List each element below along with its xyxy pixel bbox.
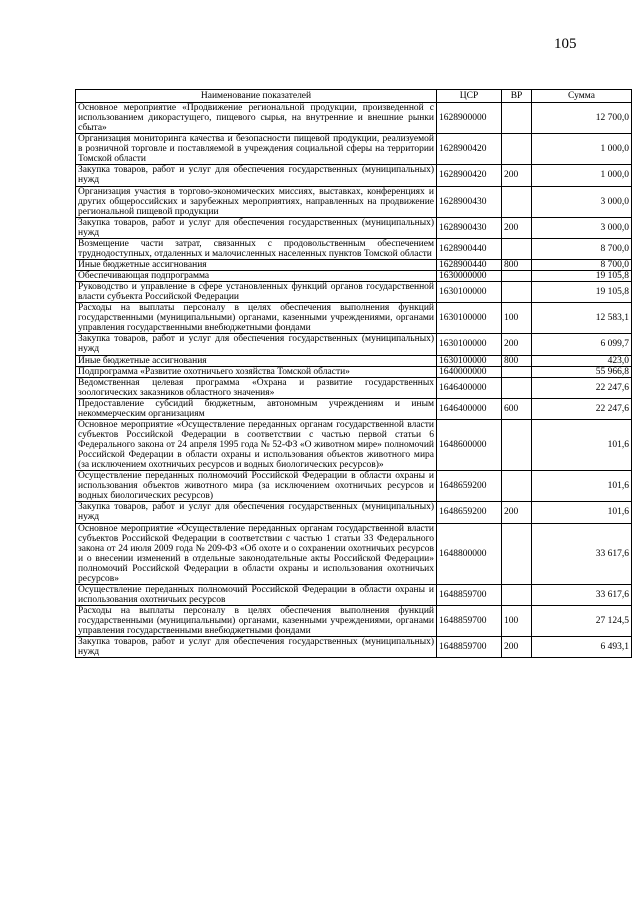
row-sum-cell: 8 700,0 (532, 259, 632, 270)
row-csr-cell: 1648859700 (437, 584, 502, 605)
row-sum-cell: 27 124,5 (532, 606, 632, 637)
row-csr-cell: 1640000000 (437, 366, 502, 377)
row-vr-cell (502, 523, 532, 584)
table-row (76, 271, 632, 282)
row-csr-cell: 1628900440 (437, 259, 502, 270)
row-name-cell: Расходы на выплаты персоналу в целях обеспечения выполнения функций государственными (муниципальными) органами, казенными учреждениями, органами управления государственными внебюджетными фондами (76, 303, 437, 334)
row-sum-cell: 12 700,0 (532, 103, 632, 134)
row-sum-cell: 55 966,8 (532, 366, 632, 377)
row-csr-cell: 1628900420 (437, 165, 502, 186)
row-name-cell: Закупка товаров, работ и услуг для обеспечения государственных (муниципальных) нужд (76, 217, 437, 238)
row-sum-cell: 8 700,0 (532, 238, 632, 259)
table-row (76, 103, 632, 134)
row-name-cell: Закупка товаров, работ и услуг для обеспечения государственных (муниципальных) нужд (76, 165, 437, 186)
table-row (76, 134, 632, 165)
row-csr-cell: 1648800000 (437, 523, 502, 584)
row-csr-cell: 1630100000 (437, 303, 502, 334)
table-row (76, 471, 632, 502)
row-vr-cell (502, 471, 532, 502)
row-sum-cell: 22 247,6 (532, 377, 632, 398)
table-row (76, 523, 632, 584)
row-csr-cell: 1648859700 (437, 637, 502, 658)
table-row (76, 334, 632, 355)
row-vr-cell: 200 (502, 165, 532, 186)
table-row (76, 165, 632, 186)
row-vr-cell: 200 (502, 334, 532, 355)
row-name-cell: Закупка товаров, работ и услуг для обеспечения государственных (муниципальных) нужд (76, 502, 437, 523)
row-vr-cell: 100 (502, 303, 532, 334)
table-row (76, 398, 632, 419)
table-row (76, 355, 632, 366)
row-name-cell: Осуществление переданных полномочий Российской Федерации в области охраны и использования объектов животного мира (за исключением охотничьих ресурсов и водных биологических ресурсов) (76, 471, 437, 502)
row-name-cell: Предоставление субсидий бюджетным, автономным учреждениям и иным некоммерческим организациям (76, 398, 437, 419)
row-name-cell: Основное мероприятие «Осуществление переданных органам государственной власти субъектов Российской Федерации в соответствии с частью первой статьи 6 Федерального закона от 24 апреля 1995 года № 52-ФЗ «О животном мире» полномочий Российской Федерации в области охраны и использования объектов животного мира (за исключением охотничьих ресурсов и водных биологических ресурсов)» (76, 419, 437, 470)
row-vr-cell: 600 (502, 398, 532, 419)
row-csr-cell: 1628900430 (437, 217, 502, 238)
row-vr-cell (502, 134, 532, 165)
row-sum-cell: 101,6 (532, 471, 632, 502)
row-sum-cell: 33 617,6 (532, 523, 632, 584)
row-csr-cell: 1648659200 (437, 471, 502, 502)
row-csr-cell: 1646400000 (437, 398, 502, 419)
row-sum-cell: 22 247,6 (532, 398, 632, 419)
row-vr-cell: 800 (502, 259, 532, 270)
row-csr-cell: 1630000000 (437, 271, 502, 282)
row-sum-cell: 19 105,8 (532, 271, 632, 282)
table-body (76, 103, 632, 658)
row-sum-cell: 101,6 (532, 502, 632, 523)
table-row (76, 419, 632, 470)
row-csr-cell: 1646400000 (437, 377, 502, 398)
row-sum-cell: 1 000,0 (532, 165, 632, 186)
row-vr-cell (502, 238, 532, 259)
table-header-row (76, 90, 632, 103)
row-csr-cell: 1648659200 (437, 502, 502, 523)
row-name-cell: Осуществление переданных полномочий Российской Федерации в области охраны и использования охотничьих ресурсов (76, 584, 437, 605)
row-csr-cell: 1630100000 (437, 334, 502, 355)
row-name-cell: Ведомственная целевая программа «Охрана и развитие государственных зоологических заказников областного значения» (76, 377, 437, 398)
row-vr-cell (502, 419, 532, 470)
table-row (76, 238, 632, 259)
row-vr-cell (502, 103, 532, 134)
row-csr-cell: 1630100000 (437, 355, 502, 366)
row-sum-cell: 33 617,6 (532, 584, 632, 605)
row-csr-cell: 1630100000 (437, 282, 502, 303)
table-row (76, 303, 632, 334)
row-sum-cell: 3 000,0 (532, 217, 632, 238)
table-row (76, 217, 632, 238)
row-vr-cell (502, 271, 532, 282)
row-vr-cell (502, 584, 532, 605)
row-vr-cell (502, 366, 532, 377)
row-csr-cell: 1628900440 (437, 238, 502, 259)
row-name-cell: Основное мероприятие «Осуществление переданных органам государственной власти субъектов Российской Федерации в соответствии с частью 1 статьи 33 Федерального закона от 24 июля 2009 года № 209-ФЗ «Об охоте и о сохранении охотничьих ресурсов и о внесении изменений в отдельные законодательные акты Российской Федерации» полномочий Российской Федерации в области охраны и использования охотничьих ресурсов» (76, 523, 437, 584)
row-csr-cell: 1648600000 (437, 419, 502, 470)
table-row (76, 606, 632, 637)
row-name-cell: Обеспечивающая подпрограмма (76, 271, 437, 282)
row-csr-cell: 1648859700 (437, 606, 502, 637)
header-name: Наименование показателей (76, 90, 437, 103)
row-name-cell: Расходы на выплаты персоналу в целях обеспечения выполнения функций государственными (муниципальными) органами, казенными учреждениями, органами управления государственными внебюджетными фондами (76, 606, 437, 637)
table-row (76, 502, 632, 523)
page-number: 105 (554, 36, 577, 52)
header-vr: ВР (502, 90, 532, 103)
row-vr-cell (502, 186, 532, 217)
row-sum-cell: 6 493,1 (532, 637, 632, 658)
row-vr-cell: 200 (502, 217, 532, 238)
row-csr-cell: 1628900420 (437, 134, 502, 165)
table-row (76, 377, 632, 398)
row-vr-cell: 100 (502, 606, 532, 637)
row-name-cell: Организация мониторинга качества и безопасности пищевой продукции, реализуемой в розничной торговле и поставляемой в учреждения социальной сферы на территории Томской области (76, 134, 437, 165)
row-csr-cell: 1628900430 (437, 186, 502, 217)
row-sum-cell: 1 000,0 (532, 134, 632, 165)
table-row (76, 259, 632, 270)
row-sum-cell: 12 583,1 (532, 303, 632, 334)
row-name-cell: Иные бюджетные ассигнования (76, 355, 437, 366)
row-sum-cell: 3 000,0 (532, 186, 632, 217)
row-vr-cell (502, 282, 532, 303)
row-name-cell: Возмещение части затрат, связанных с продовольственным обеспечением труднодоступных, отдаленных и малочисленных населенных пунктов Томской области (76, 238, 437, 259)
header-csr: ЦСР (437, 90, 502, 103)
row-vr-cell: 200 (502, 502, 532, 523)
row-csr-cell: 1628900000 (437, 103, 502, 134)
row-name-cell: Подпрограмма «Развитие охотничьего хозяйства Томской области» (76, 366, 437, 377)
row-name-cell: Организация участия в торгово-экономических миссиях, выставках, конференциях и других общероссийских и зарубежных мероприятиях, направленных на продвижение региональной пищевой продукции (76, 186, 437, 217)
row-name-cell: Руководство и управление в сфере установленных функций органов государственной власти субъекта Российской Федерации (76, 282, 437, 303)
row-name-cell: Закупка товаров, работ и услуг для обеспечения государственных (муниципальных) нужд (76, 334, 437, 355)
table-row (76, 366, 632, 377)
table-row (76, 186, 632, 217)
row-name-cell: Основное мероприятие «Продвижение региональной продукции, произведенной с использованием дикорастущего, пищевого сырья, на внутренние и внешние рынки сбыта» (76, 103, 437, 134)
row-vr-cell: 200 (502, 637, 532, 658)
row-sum-cell: 101,6 (532, 419, 632, 470)
budget-table (75, 89, 632, 658)
row-name-cell: Закупка товаров, работ и услуг для обеспечения государственных (муниципальных) нужд (76, 637, 437, 658)
row-vr-cell: 800 (502, 355, 532, 366)
header-sum: Сумма (532, 90, 632, 103)
table-row (76, 637, 632, 658)
table-row (76, 282, 632, 303)
row-vr-cell (502, 377, 532, 398)
table-row (76, 584, 632, 605)
row-name-cell: Иные бюджетные ассигнования (76, 259, 437, 270)
row-sum-cell: 423,0 (532, 355, 632, 366)
row-sum-cell: 6 099,7 (532, 334, 632, 355)
row-sum-cell: 19 105,8 (532, 282, 632, 303)
